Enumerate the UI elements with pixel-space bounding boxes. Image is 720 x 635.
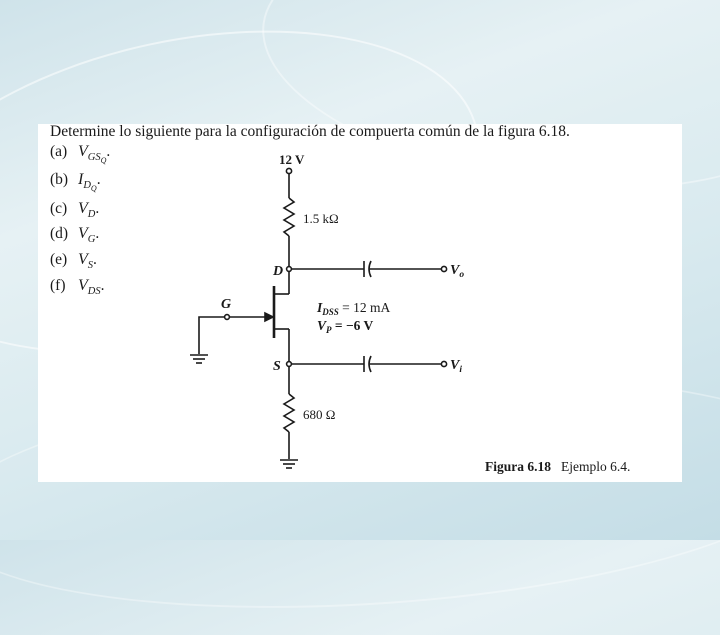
source-label: S (273, 359, 281, 374)
figure-caption-text: Ejemplo 6.4. (561, 459, 631, 474)
common-gate-jfet-circuit (38, 124, 682, 482)
drain-resistor-label: 1.5 kΩ (303, 211, 339, 226)
question-f: (f) $V_{DS}$. (50, 276, 105, 297)
idss-parameter: $I_{DSS} = 12$ mA (317, 300, 391, 317)
drain-node (287, 267, 292, 272)
source-resistor (284, 394, 294, 432)
source-node (287, 362, 292, 367)
source-resistor-label: 680 Ω (303, 407, 336, 422)
question-e: (e) $V_S$. (50, 251, 97, 272)
drain-resistor (284, 198, 294, 236)
input-terminal (441, 361, 446, 366)
output-terminal (441, 266, 446, 271)
slide-content-panel (38, 124, 682, 482)
drain-label: D (273, 264, 284, 279)
figure-number: Figura 6.18 (485, 459, 551, 474)
question-c: (c) $V_D$. (50, 199, 100, 220)
input-voltage-label: $V_i$ (450, 358, 462, 375)
question-b: (b) $I_{D_Q}$. (50, 171, 101, 194)
supply-terminal (286, 168, 291, 173)
vp-parameter: $V_P = -6$ V (317, 318, 374, 335)
jfet-gate-arrow (265, 313, 273, 321)
gate-ground-wire (199, 317, 225, 354)
problem-intro: Determine lo siguiente para la configuración de compuerta común de la figura 6.18. (50, 123, 570, 140)
gate-label: G (221, 297, 232, 312)
question-d: (d) $V_G$. (50, 225, 100, 246)
output-voltage-label: $V_o$ (450, 263, 465, 280)
supply-voltage-label: 12 V (279, 152, 305, 167)
question-a: (a) $V_{GS_Q}$. (50, 142, 111, 165)
gate-node (225, 315, 230, 320)
figure-caption (485, 459, 630, 475)
